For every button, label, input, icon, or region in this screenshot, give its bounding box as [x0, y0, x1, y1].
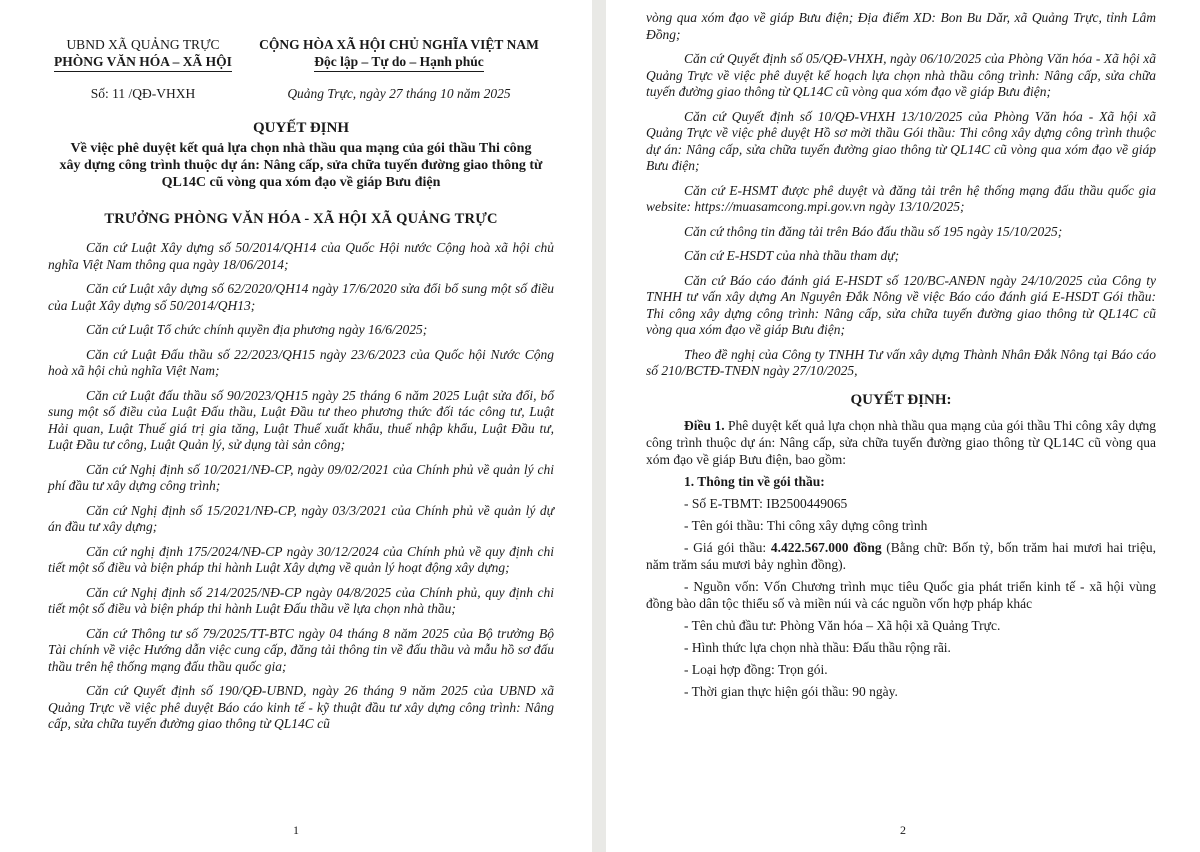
price-label: - Giá gói thầu:	[684, 539, 771, 555]
document-number: Số: 11 /QĐ-VHXH	[90, 86, 196, 101]
legal-basis-item: Căn cứ Nghị định số 10/2021/NĐ-CP, ngày 09/02/2021 của Chính phủ về quản lý chi phí đầu tư xây dựng công trình;	[48, 461, 554, 493]
price-words: (Bằng chữ: Bốn tỷ, bốn trăm hai mươi hai triệu, năm trăm sáu mươi bảy nghìn đồng).	[646, 539, 1157, 572]
legal-basis-item: Căn cứ nghị định 175/2024/NĐ-CP ngày 30/12/2024 của Chính phủ về quy định chi tiết một số điều và biện pháp thi hành Luật Xây dựng về quản lý hoạt động xây dựng;	[48, 543, 554, 575]
legal-basis-item: Căn cứ Luật Đấu thầu số 22/2023/QH15 ngày 23/6/2023 của Quốc hội Nước Cộng hoà xã hội chủ nghĩa Việt Nam;	[48, 346, 554, 378]
legal-basis-item: Căn cứ Luật đấu thầu số 90/2023/QH15 ngày 25 tháng 6 năm 2025 Luật sửa đổi, bổ sung một số điều của Luật Đấu thầu, Luật Đầu tư theo phương thức đối tác công tư, Luật Hải quan, Luật Thuế giá trị gia tăng, Luật Thuế xuất khẩu, thuế nhập khẩu, Luật Đầu tư, Luật Đầu tư công, Luật Quản lý, sử dụng tài sản công;	[48, 387, 554, 452]
legal-basis-item: Căn cứ Nghị định số 15/2021/NĐ-CP, ngày 03/3/2021 của Chính phủ về quản lý dự án đầu tư xây dựng;	[48, 502, 554, 534]
page-number: 2	[900, 823, 906, 837]
legal-basis-item: Căn cứ thông tin đăng tải trên Báo đấu thầu số 195 ngày 15/10/2025;	[684, 223, 1063, 239]
legal-basis-item: Căn cứ Quyết định số 05/QĐ-VHXH, ngày 06/10/2025 của Phòng Văn hóa - Xã hội xã Quảng Trực về việc phê duyệt kế hoạch lựa chọn nhà thầu công trình: Nâng cấp, sửa chữa tuyến đường giao thông từ QL14C cũ vòng qua xóm đạo về giáp Bưu điện;	[646, 51, 1156, 99]
legal-basis-item: Căn cứ Luật Tổ chức chính quyền địa phương ngày 16/6/2025;	[86, 322, 428, 337]
legal-basis-item: Theo đề nghị của Công ty TNHH Tư vấn xây dựng Thành Nhân Đắk Nông tại Báo cáo số 210/BCTĐ-TNĐN ngày 27/10/2025,	[646, 346, 1156, 378]
legal-basis-continuation: vòng qua xóm đạo về giáp Bưu điện; Địa điểm XD: Bon Bu Dăr, xã Quảng Trực, tỉnh Lâm Đồng;	[646, 10, 1156, 42]
subject-line: QL14C cũ vòng qua xóm đạo về giáp Bưu điện	[161, 175, 441, 190]
legal-basis-item: Căn cứ Quyết định số 10/QĐ-VHXH 13/10/2025 của Phòng Văn hóa - Xã hội xã Quảng Trực về việc phê duyệt Hồ sơ mời thầu Gói thầu: Thi công xây dựng công trình thuộc dự án: Nâng cấp, sửa chữa tuyến đường giao thông từ QL14C cũ vòng qua xóm đạo về giáp Bưu điện;	[646, 108, 1156, 173]
item-contract-type: - Loại hợp đồng: Trọn gói.	[684, 661, 828, 677]
item-package-price	[646, 539, 1156, 573]
legal-basis-item: Căn cứ Luật xây dựng số 62/2020/QH14 ngày 17/6/2020 sửa đổi bổ sung một số điều của Luật Xây dựng số 50/2014/QH13;	[48, 281, 554, 313]
signing-authority: TRƯỞNG PHÒNG VĂN HÓA - XÃ HỘI XÃ QUẢNG TRỰC	[104, 211, 498, 227]
nation-line-1: CỘNG HÒA XÃ HỘI CHỦ NGHĨA VIỆT NAM	[259, 37, 539, 52]
article-1-text: Phê duyệt kết quả lựa chọn nhà thầu qua mạng của gói thầu Thi công xây dựng công trình thuộc dự án: Nâng cấp, sửa chữa tuyến đường giao thông từ QL14C cũ vòng qua xóm đạo về giáp Bưu điện, bao gồm:	[646, 417, 1157, 467]
national-motto	[244, 36, 554, 72]
article-1	[646, 417, 1156, 468]
legal-basis-item: Căn cứ Luật Xây dựng số 50/2014/QH14 của Quốc Hội nước Cộng hoà xã hội chủ nghĩa Việt Nam thông qua ngày 18/06/2014;	[48, 240, 554, 272]
decision-heading: QUYẾT ĐỊNH:	[850, 391, 952, 408]
section-1-title: 1. Thông tin về gói thầu:	[684, 473, 825, 489]
item-duration: - Thời gian thực hiện gói thầu: 90 ngày.	[684, 683, 898, 699]
item-package-name: - Tên gói thầu: Thi công xây dựng công trình	[684, 517, 928, 533]
legal-basis-item: Căn cứ Báo cáo đánh giá E-HSDT số 120/BC-ANĐN ngày 24/10/2025 của Công ty TNHH tư vấn xây dựng An Nguyên Đắk Nông về việc Báo cáo đánh giá E-HSDT Gói thầu: Thi công xây dựng công trình: Nâng cấp, sửa chữa tuyến đường giao thông từ QL14C cũ vòng qua xóm đạo về giáp Bưu điện;	[646, 272, 1156, 337]
item-selection-form: - Hình thức lựa chọn nhà thầu: Đấu thầu rộng rãi.	[684, 639, 951, 655]
item-e-tbmt: - Số E-TBMT: IB2500449065	[684, 495, 848, 511]
price-value: 4.422.567.000 đồng	[770, 539, 882, 555]
org-line-2: PHÒNG VĂN HÓA – XÃ HỘI	[54, 53, 232, 72]
legal-basis-item: Căn cứ E-HSMT được phê duyệt và đăng tải trên hệ thống mạng đấu thầu quốc gia website: https://muasamcong.mpi.gov.vn ngày 13/10/2025;	[646, 182, 1156, 214]
page-2	[606, 0, 1200, 852]
document-header	[48, 36, 554, 72]
issuing-authority	[48, 36, 238, 72]
item-funding: - Nguồn vốn: Vốn Chương trình mục tiêu Quốc gia phát triển kinh tế - xã hội vùng đồng bào dân tộc thiểu số và miền núi và các nguồn vốn hợp pháp khác	[646, 578, 1156, 611]
subject-line: xây dựng công trình thuộc dự án: Nâng cấp, sửa chữa tuyến đường giao thông từ	[59, 158, 543, 173]
document-title: QUYẾT ĐỊNH	[253, 120, 349, 136]
org-line-1: UBND XÃ QUẢNG TRỰC	[66, 37, 220, 52]
article-1-label: Điều 1.	[684, 417, 725, 433]
item-investor: - Tên chủ đầu tư: Phòng Văn hóa – Xã hội xã Quảng Trực.	[684, 617, 1001, 633]
legal-basis-item: Căn cứ Quyết định số 190/QĐ-UBND, ngày 26 tháng 9 năm 2025 của UBND xã Quảng Trực về việc phê duyệt Báo cáo kinh tế - kỹ thuật đầu tư xây dựng công trình: Nâng cấp, sửa chữa tuyến đường giao thông từ QL14C cũ	[48, 683, 554, 731]
page-1	[0, 0, 592, 852]
legal-basis-item: Căn cứ E-HSDT của nhà thầu tham dự;	[684, 248, 900, 263]
legal-basis-item: Căn cứ Nghị định số 214/2025/NĐ-CP ngày 04/8/2025 của Chính phủ, quy định chi tiết một số điều và biện pháp thi hành Luật Đấu thầu về lựa chọn nhà thầu;	[48, 584, 554, 616]
nation-line-2: Độc lập – Tự do – Hạnh phúc	[314, 53, 484, 72]
subject-line: Về việc phê duyệt kết quả lựa chọn nhà thầu qua mạng của gói thầu Thi công	[70, 141, 532, 156]
place-date: Quảng Trực, ngày 27 tháng 10 năm 2025	[287, 86, 511, 101]
page-number: 1	[293, 823, 299, 837]
document-subject	[48, 140, 554, 191]
legal-basis-item: Căn cứ Thông tư số 79/2025/TT-BTC ngày 04 tháng 8 năm 2025 của Bộ trưởng Bộ Tài chính về việc Hướng dẫn việc cung cấp, đăng tải thông tin về đấu thầu và mẫu hồ sơ đấu thầu trên hệ thống mạng đấu thầu quốc gia;	[48, 625, 554, 674]
